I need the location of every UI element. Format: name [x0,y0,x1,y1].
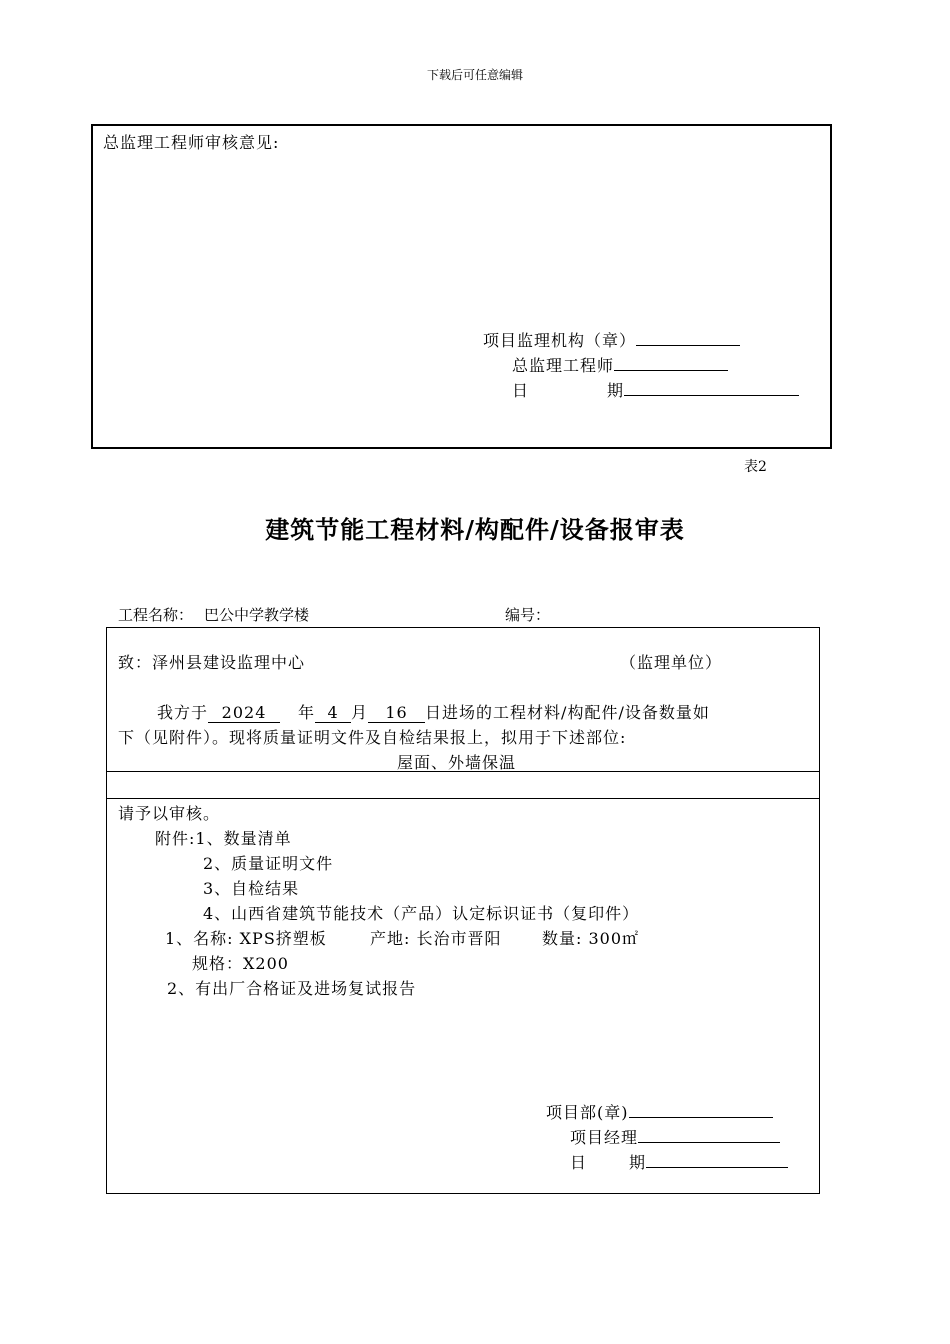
line2: 下（见附件）。现将质量证明文件及自检结果报上，拟用于下述部位: [118,728,627,747]
project-name-value: 巴公中学教学楼 [204,606,310,624]
material-item-2: 2、有出厂合格证及进场复试报告 [167,979,417,998]
entry-date-line [157,700,710,723]
form-date-row [570,1150,788,1173]
review-date-row [512,378,799,401]
review-engineer-label: 总监理工程师 [512,356,615,375]
attachments-label: 附件: [155,829,196,848]
review-date-label-2: 期 [607,381,625,400]
dept-line[interactable] [629,1101,773,1118]
header-note: 下载后可任意编辑 [426,68,523,82]
submission-form [106,627,820,1194]
manager-line[interactable] [638,1126,780,1143]
review-org-label: 项目监理机构（章） [483,331,637,350]
material-item-1-origin: 产地: 长治市晋阳 [370,929,502,948]
manager-row [570,1125,780,1148]
dept-row [546,1100,773,1123]
attachment-item: 1、数量清单 [195,829,292,848]
page-title: 建筑节能工程材料/构配件/设备报审表 [265,515,685,544]
dept-label: 项目部(章) [546,1103,629,1122]
review-org-row [483,328,740,351]
project-name-label: 工程名称： [118,606,194,624]
request-text: 请予以审核。 [118,804,221,823]
form-date-line[interactable] [646,1151,788,1168]
to-label: 致： [118,653,153,672]
entry-year-unit: 年 [298,703,316,722]
attachment-item: 2、质量证明文件 [203,854,334,873]
attachment-item: 4、山西省建筑节能技术（产品）认定标识证书（复印件） [203,904,640,923]
review-title: 总监理工程师审核意见: [103,133,280,152]
to-unit: （监理单位） [620,653,723,672]
review-engineer-line[interactable] [614,354,728,371]
review-org-line[interactable] [636,329,740,346]
material-item-1-spec: 规格：X200 [192,954,289,973]
to-value: 泽州县建设监理中心 [152,653,306,672]
to-row [118,650,305,673]
attachments-row [155,826,292,849]
attachment-item: 3、自检结果 [203,879,300,898]
material-item-1-name: 1、名称: XPS挤塑板 [165,929,327,948]
form-date-label-1: 日 [570,1153,588,1172]
line1-intro: 我方于 [157,703,209,722]
review-box [91,124,832,449]
usage-location: 屋面、外墙保温 [397,753,517,772]
review-date-label-1: 日 [512,381,530,400]
material-item-1-qty: 数量: 300㎡ [542,929,640,948]
row-divider-1 [107,771,819,772]
manager-label: 项目经理 [570,1128,639,1147]
row-divider-2 [107,798,819,799]
entry-month[interactable]: 4 [315,703,351,723]
table-number: 表2 [744,459,767,475]
project-number-label: 编号： [505,606,551,624]
review-engineer-row [512,353,728,376]
review-date-line[interactable] [624,379,799,396]
entry-day[interactable]: 16 [368,703,425,723]
entry-year[interactable]: 2024 [208,703,280,723]
line1-rest: 日进场的工程材料/构配件/设备数量如 [425,703,710,722]
form-date-label-2: 期 [629,1153,647,1172]
entry-month-unit: 月 [351,703,369,722]
